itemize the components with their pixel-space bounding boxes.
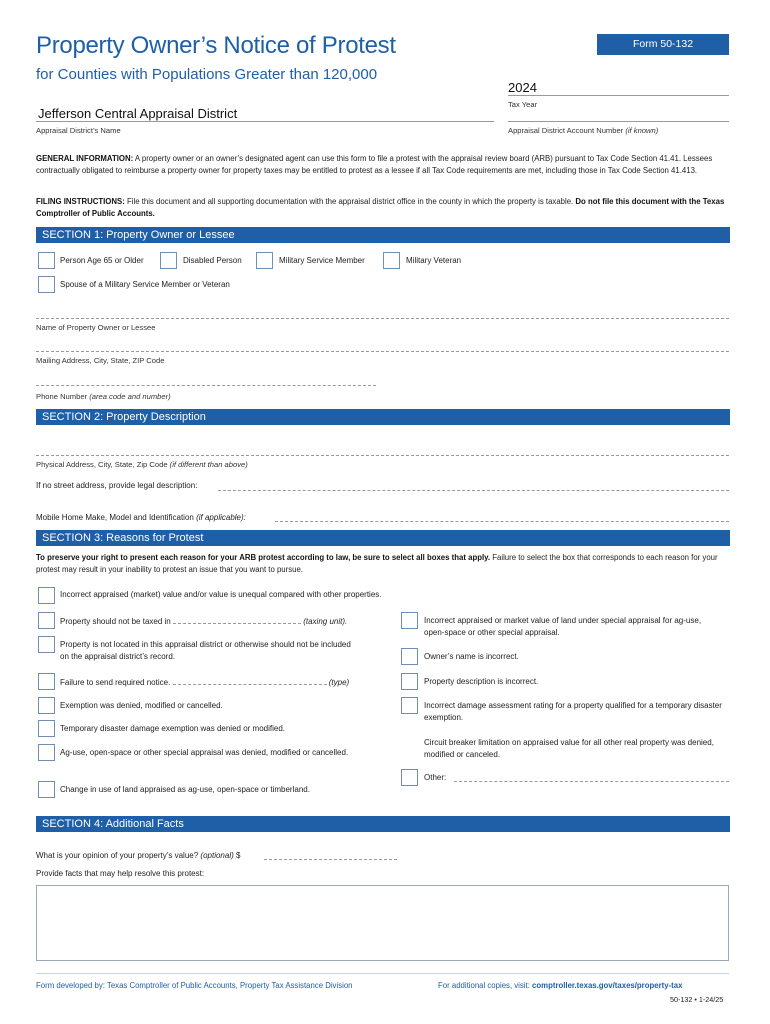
section2-header: SECTION 2: Property Description [36, 409, 730, 425]
mobile-home-label: Mobile Home Make, Model and Identification (if applicable): [36, 513, 246, 522]
reason-disaster-label: Temporary disaster damage exemption was denied or modified. [60, 724, 286, 733]
checkbox-reason-description[interactable] [401, 673, 418, 690]
legal-description-field[interactable] [218, 490, 729, 491]
notice-type-field[interactable] [173, 677, 327, 685]
reason-notice-label: Failure to send required notice. (type) [60, 678, 350, 687]
tax-year-label: Tax Year [508, 100, 538, 109]
reason-circuit-breaker-label: Circuit breaker limitation on appraised value for all other real property was denied, modified or canceled. [424, 738, 714, 759]
reason-other-label: Other: [424, 773, 447, 782]
checkbox-age65-label: Person Age 65 or Older [60, 256, 144, 265]
section4-header: SECTION 4: Additional Facts [36, 816, 730, 832]
checkbox-military-veteran-label: Military Veteran [406, 256, 462, 265]
owner-name-field[interactable] [36, 318, 729, 319]
footer-form-code: 50-132 • 1-24/25 [670, 995, 724, 1004]
district-name-input[interactable]: Jefferson Central Appraisal District [38, 106, 238, 121]
physical-address-label: Physical Address, City, State, Zip Code (if different than above) [36, 460, 248, 469]
checkbox-reason-owner-name[interactable] [401, 648, 418, 665]
district-label: Appraisal District’s Name [36, 126, 121, 135]
checkbox-reason-exemption[interactable] [38, 697, 55, 714]
phone-field[interactable] [36, 385, 376, 386]
form-number-badge: Form 50-132 [597, 34, 729, 55]
form-title: Property Owner’s Notice of Protest [36, 32, 396, 59]
reason-exemption-label: Exemption was denied, modified or cancelled. [60, 701, 223, 710]
checkbox-disabled[interactable] [160, 252, 177, 269]
checkbox-age65[interactable] [38, 252, 55, 269]
checkbox-reason-not-located[interactable] [38, 636, 55, 653]
checkbox-disabled-label: Disabled Person [183, 256, 242, 265]
reason-damage-rating-label: Incorrect damage assessment rating for a property qualified for a temporary disaster exemption. [424, 701, 722, 722]
account-label: Appraisal District Account Number (if known) [508, 126, 659, 135]
tax-year-input[interactable]: 2024 [508, 80, 537, 95]
filing-instructions: FILING INSTRUCTIONS: File this document and all supporting documentation with the appraisal district office in the county in which the property is taxable. Do not file this document with the Texas Comptroller of Public Accounts. [36, 197, 725, 218]
phone-label: Phone Number (area code and number) [36, 392, 171, 401]
section3-intro: To preserve your right to present each reason for your ARB protest according to law, be sure to select all boxes that apply. Failure to select the box that corresponds to each reason for your protest may result in your inability to protest an issue that you want to pursue. [36, 553, 718, 574]
reason-change-use-label: Change in use of land appraised as ag-use, open-space or timberland. [60, 785, 310, 794]
checkbox-reason-not-taxed[interactable] [38, 612, 55, 629]
taxing-unit-field[interactable] [173, 616, 301, 624]
checkbox-reason-land-value[interactable] [401, 612, 418, 629]
owner-name-label: Name of Property Owner or Lessee [36, 323, 156, 332]
reason-value-label: Incorrect appraised (market) value and/or value is unequal compared with other properties. [60, 590, 382, 599]
checkbox-reason-other[interactable] [401, 769, 418, 786]
checkbox-spouse[interactable] [38, 276, 55, 293]
facts-textarea[interactable] [36, 885, 729, 961]
opinion-label: What is your opinion of your property’s value? (optional) $ [36, 851, 241, 860]
district-line [36, 121, 494, 122]
opinion-value-field[interactable] [264, 859, 397, 860]
legal-description-label: If no street address, provide legal description: [36, 481, 198, 490]
section3-header: SECTION 3: Reasons for Protest [36, 530, 730, 546]
mailing-address-label: Mailing Address, City, State, ZIP Code [36, 356, 165, 365]
reason-land-value-label: Incorrect appraised or market value of land under special appraisal for ag-use, open-space or other special appraisal. [424, 616, 702, 637]
reason-description-label: Property description is incorrect. [424, 677, 539, 686]
checkbox-reason-ag-use[interactable] [38, 744, 55, 761]
reason-owner-name-label: Owner’s name is incorrect. [424, 652, 519, 661]
checkbox-reason-notice[interactable] [38, 673, 55, 690]
tax-year-line [508, 95, 729, 96]
footer-rule [36, 973, 729, 974]
reason-other-field[interactable] [454, 781, 729, 782]
account-line[interactable] [508, 121, 729, 122]
checkbox-reason-disaster[interactable] [38, 720, 55, 737]
checkbox-military-member[interactable] [256, 252, 273, 269]
footer-copies: For additional copies, visit: comptroller.texas.gov/taxes/property-tax [438, 981, 683, 990]
checkbox-spouse-label: Spouse of a Military Service Member or Veteran [60, 280, 230, 289]
reason-ag-use-label: Ag-use, open-space or other special appraisal was denied, modified or cancelled. [60, 748, 349, 757]
general-information: GENERAL INFORMATION: A property owner or an owner’s designated agent can use this form to file a protest with the appraisal review board (ARB) pursuant to Tax Code Section 41.41. Lessees contractually obligated to reimburse a property owner for property taxes may be entitled to protest as a lessee if all Tax Code requirements are met, including those in Tax Code Section 41.413. [36, 154, 713, 175]
footer-url-link[interactable]: comptroller.texas.gov/taxes/property-tax [532, 981, 683, 990]
section1-header: SECTION 1: Property Owner or Lessee [36, 227, 730, 243]
checkbox-reason-damage-rating[interactable] [401, 697, 418, 714]
mailing-address-field[interactable] [36, 351, 729, 352]
checkbox-military-veteran[interactable] [383, 252, 400, 269]
checkbox-reason-change-use[interactable] [38, 781, 55, 798]
mobile-home-field[interactable] [275, 521, 729, 522]
reason-not-taxed-label: Property should not be taxed in (taxing unit). [60, 617, 348, 626]
form-subtitle: for Counties with Populations Greater than 120,000 [36, 66, 378, 83]
facts-label: Provide facts that may help resolve this protest: [36, 869, 205, 878]
reason-not-located-label: Property is not located in this appraisal district or otherwise should not be included on the appraisal district’s record. [60, 640, 351, 661]
physical-address-field[interactable] [36, 455, 729, 456]
checkbox-reason-value[interactable] [38, 587, 55, 604]
footer-developer: Form developed by: Texas Comptroller of Public Accounts, Property Tax Assistance Division [36, 981, 353, 990]
checkbox-military-member-label: Military Service Member [279, 256, 365, 265]
